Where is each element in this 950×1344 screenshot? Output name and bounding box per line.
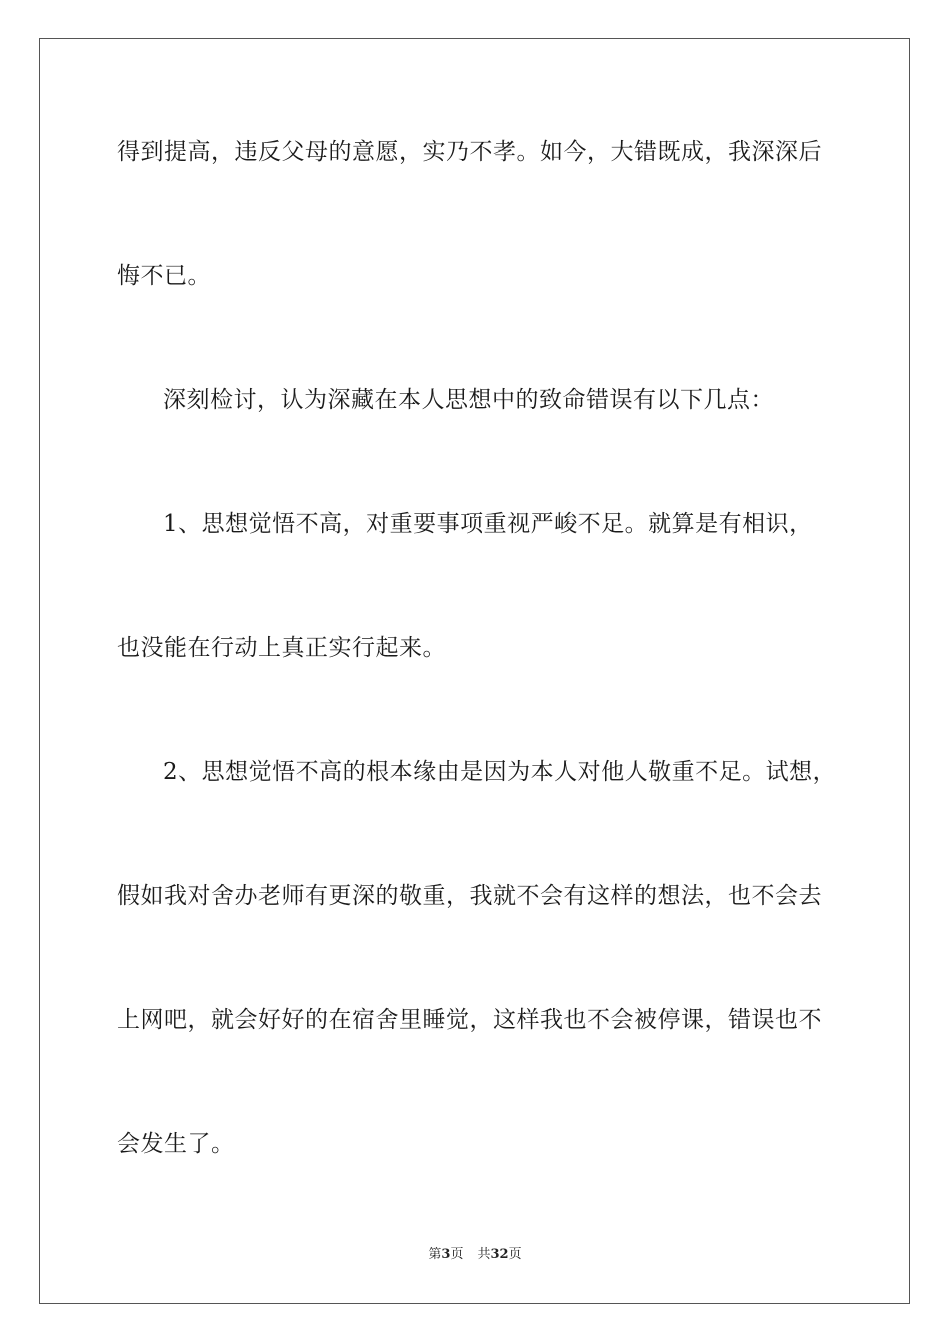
- page-frame: [39, 38, 910, 1304]
- total-prefix: 共: [477, 1247, 491, 1262]
- paragraph-intro: 深刻检讨，认为深藏在本人思想中的致命错误有以下几点：: [163, 387, 774, 413]
- total-pages: 32: [490, 1247, 509, 1262]
- list-item-2-line-4: 会发生了。: [117, 1131, 235, 1157]
- list-item-2-line-1: 2、思想觉悟不高的根本缘由是因为本人对他人敬重不足。试想，: [163, 759, 837, 785]
- list-item-2-line-2: 假如我对舍办老师有更深的敬重，我就不会有这样的想法，也不会去: [117, 883, 822, 909]
- text-line-2: 悔不已。: [117, 263, 211, 289]
- page-suffix: 页: [450, 1247, 464, 1262]
- total-suffix: 页: [508, 1247, 522, 1262]
- page-number: 3: [441, 1247, 451, 1262]
- list-item-1-line-2: 也没能在行动上真正实行起来。: [117, 635, 446, 661]
- list-item-1-line-1: 1、思想觉悟不高，对重要事项重视严峻不足。就算是有相识，: [163, 511, 813, 537]
- list-item-2-line-3: 上网吧，就会好好的在宿舍里睡觉，这样我也不会被停课，错误也不: [117, 1007, 822, 1033]
- page-footer: [0, 1246, 950, 1264]
- page-prefix: 第: [428, 1247, 442, 1262]
- text-line-1: 得到提高，违反父母的意愿，实乃不孝。如今，大错既成，我深深后: [117, 139, 822, 165]
